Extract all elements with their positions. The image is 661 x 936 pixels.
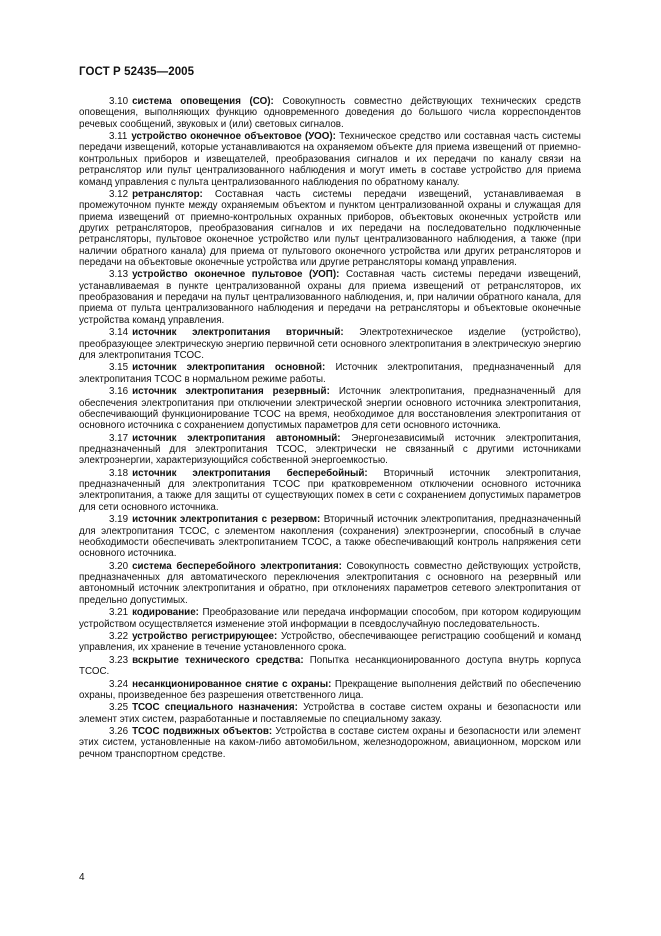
definition-number: 3.10 bbox=[109, 96, 129, 107]
definition-text: Преобразование или передача информации способом, при котором кодирующим устройством осуществляется изменение этой информации в псевдослучайную последовательность. bbox=[79, 607, 581, 630]
definition-number: 3.25 bbox=[109, 702, 129, 714]
definition-text: Техническое средство или составная часть системы передачи извещений, которые устанавливаются на охраняемом объекте для приема извещений от приемно-контрольных приборов и извещателей, преобразования сигналов и их передачи по каналу связи на ретранслятор или пульт централизованного наблюдения и могут иметь в составе устройство для приема команд управления с пульта централизованного наблюдения по обратному каналу. bbox=[79, 131, 581, 188]
definition-term: устройство регистрирующее: bbox=[132, 630, 278, 642]
definition-term: устройство оконечное объектовое (УОО): bbox=[131, 131, 336, 143]
definition-number: 3.13 bbox=[109, 269, 129, 281]
definition-entry bbox=[79, 362, 581, 385]
definition-number: 3.24 bbox=[109, 678, 129, 690]
definition-text: Прекращение выполнения действий по обеспечению охраны, произведенное без разрешения ответственного лица. bbox=[79, 678, 581, 701]
definition-text: Устройства в составе систем охраны и безопасности или элемент этих систем, установленные на каком-либо автомобильном, железнодорожном, авиационном, морском или речном транспортном средстве. bbox=[79, 726, 581, 760]
definition-entry bbox=[79, 702, 581, 725]
definition-number: 3.17 bbox=[109, 432, 129, 444]
definition-text: Вторичный источник электропитания, предназначенный для электропитания ТСОС при кратковременном отключении основного источника электропитания, а также для защиты от существующих помех в сети с сохранением допустимых параметров для сети основного источника. bbox=[79, 467, 581, 513]
definition-number: 3.18 bbox=[109, 467, 129, 479]
definitions-list bbox=[79, 96, 581, 761]
definition-term: несанкционированное снятие с охраны: bbox=[132, 678, 332, 690]
definition-term: ретранслятор: bbox=[132, 188, 203, 200]
definition-term: система бесперебойного электропитания: bbox=[132, 560, 342, 572]
definition-term: источник электропитания с резервом: bbox=[132, 514, 321, 526]
definition-term: кодирование: bbox=[132, 607, 199, 619]
definition-entry bbox=[79, 433, 581, 467]
definition-text: Устройства в составе систем охраны и безопасности или элемент этих систем, разработанные и поставляемые по специальному заказу. bbox=[79, 702, 581, 725]
definition-entry bbox=[79, 631, 581, 654]
page-number: 4 bbox=[79, 872, 85, 883]
definition-entry bbox=[79, 726, 581, 760]
definition-text: Совокупность совместно действующих технических средств оповещения, выполняющих функцию одновременного доведения до большого числа корреспондентов речевых сообщений, звуковых и (или) световых сигналов. bbox=[79, 96, 581, 130]
definition-text: Устройство, обеспечивающее регистрацию сообщений и команд управления, их хранение в течение установленного срока. bbox=[79, 630, 581, 654]
definition-number: 3.26 bbox=[109, 726, 129, 738]
definition-term: источник электропитания автономный: bbox=[132, 432, 341, 444]
document-header: ГОСТ Р 52435—2005 bbox=[79, 66, 195, 78]
definition-text: Электротехническое изделие (устройство), преобразующее электрическую энергию первичной сети основного электропитания в электрическую энергию для электропитания ТСОС. bbox=[79, 327, 581, 361]
definition-term: вскрытие технического средства: bbox=[132, 654, 304, 666]
definition-number: 3.19 bbox=[109, 514, 129, 526]
definition-text: Попытка несанкционированного доступа внутрь корпуса ТСОС. bbox=[79, 654, 581, 678]
definition-entry bbox=[79, 269, 581, 326]
definition-text: Вторичный источник электропитания, предназначенный для электропитания ТСОС, с элементом накопления (сохранения) электроэнергии, способный в случае необходимости обеспечивать электропитанием ТСОС, а также обеспечивающий контроль напряжения сети основного источника. bbox=[79, 514, 581, 560]
definition-text: Совокупность совместно действующих устройств, предназначенных для автоматического переключения электропитания с основного на резервный или автономный источник электропитания и обратно, при отклонениях параметров сетевого электропитания от предельно допустимых. bbox=[79, 560, 581, 606]
definition-term: источник электропитания бесперебойный: bbox=[132, 467, 368, 479]
definition-number: 3.21 bbox=[109, 607, 129, 619]
definition-text: Источник электропитания, предназначенный для электропитания ТСОС в нормальном режиме работы. bbox=[79, 362, 581, 385]
definition-number: 3.23 bbox=[109, 654, 129, 666]
definition-text: Составная часть системы передачи извещений, устанавливаемая в промежуточном пункте между охраняемым объектом и пунктом централизованной охраны и служащая для приема извещений от приемно-контрольных охранных приборов, объектовых оконечных устройств или других ретрансляторов, преобразования сигналов и их передачи на последовательно подключенные ретрансляторы, пультовое оконечное устройство или пульт централизованного наблюдения, а также (при наличии обратного канала) для приема от пультового оконечного устройства или других ретрансляторов и передачи на объектовые оконечные устройства или другие ретрансляторы команд управления. bbox=[79, 188, 581, 268]
definition-number: 3.12 bbox=[109, 188, 129, 200]
definition-text: Источник электропитания, предназначенный для обеспечения электропитания при отключении электрической энергии основного источника электропитания, обеспечивающий функционирование ТСОС на время, необходимое для восстановления электропитания от основного источника с сохранением допустимых параметров для сети основного источника. bbox=[79, 386, 581, 432]
definition-entry bbox=[79, 655, 581, 678]
definition-number: 3.16 bbox=[109, 386, 129, 398]
definition-entry bbox=[79, 468, 581, 513]
definition-entry bbox=[79, 386, 581, 431]
definition-term: ТСОС подвижных объектов: bbox=[132, 726, 273, 738]
definition-entry bbox=[79, 327, 581, 361]
definition-term: источник электропитания резервный: bbox=[132, 386, 330, 398]
definition-entry bbox=[79, 96, 581, 130]
definition-text: Энергонезависимый источник электропитания, предназначенный для электропитания ТСОС, электрически не связанный с другими источниками электроэнергии, характеризующийся собственной энергоемкостью. bbox=[79, 432, 581, 467]
definition-term: система оповещения (СО): bbox=[132, 96, 274, 107]
definition-entry bbox=[79, 679, 581, 702]
definition-number: 3.14 bbox=[109, 327, 129, 339]
definition-entry bbox=[79, 514, 581, 559]
definition-number: 3.20 bbox=[109, 560, 129, 572]
definition-entry bbox=[79, 131, 581, 188]
definition-text: Составная часть системы передачи извещений, устанавливаемая в пункте централизованной охраны для приема извещений от ретрансляторов, их преобразования и передачи на пульт централизованного наблюдения, и, при наличии обратного канала, для приема от пульта централизованного наблюдения и передачи на ретрансляторы и объектовые оконечные устройства команд управления. bbox=[79, 269, 581, 326]
definition-term: ТСОС специального назначения: bbox=[132, 702, 298, 714]
definition-number: 3.11 bbox=[109, 131, 128, 143]
definition-term: источник электропитания вторичный: bbox=[132, 327, 344, 339]
definition-term: источник электропитания основной: bbox=[132, 362, 326, 374]
definition-term: устройство оконечное пультовое (УОП): bbox=[132, 269, 340, 281]
definition-entry bbox=[79, 561, 581, 606]
definition-entry bbox=[79, 607, 581, 630]
definition-number: 3.22 bbox=[109, 630, 129, 642]
definition-number: 3.15 bbox=[109, 362, 129, 374]
definition-entry bbox=[79, 189, 581, 268]
